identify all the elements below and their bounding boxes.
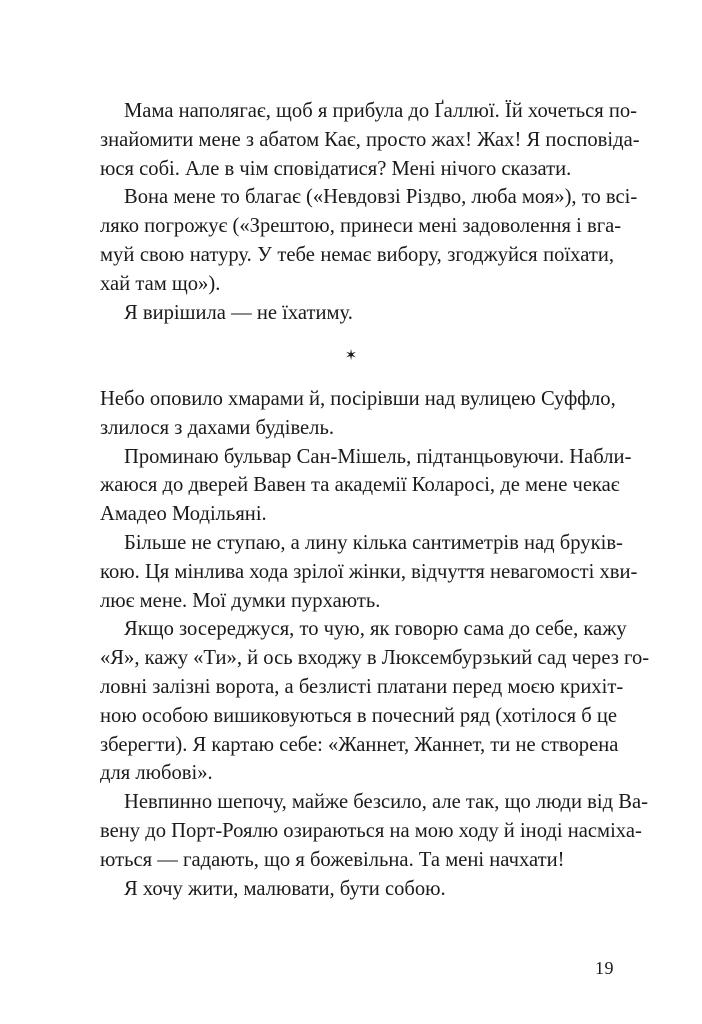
text-line: Я вирішила — не їхатиму. [124,301,353,324]
paragraph [100,529,638,615]
text-line: Я хочу жити, малювати, бути собою. [124,877,446,900]
page-number: 19 [595,958,614,978]
text-line: муй свою натуру. У тебе немає вибору, згоджуйся поїхати, [100,243,614,266]
text-line: ються — гадають, що я божевільна. Та мені начхати! [100,848,565,871]
text-line: ляко погрожує («Зрештою, принеси мені задоволення і вга- [100,215,622,238]
text-line: для любові». [100,762,213,785]
section-separator-icon: ✶ [344,346,358,364]
text-line: кою. Ця мінлива хода зрілої жінки, відчуття невагомості хви- [100,560,638,583]
text-line: Небо оповило хмарами й, посірівши над вулицею Суффло, [100,388,616,410]
paragraph [100,183,638,298]
text-line: зберегти). Я картаю себе: «Жаннет, Жаннет, ти не створена [100,733,619,756]
paragraph [100,875,614,904]
text-section-one [100,97,640,327]
text-line: «Я», кажу «Ти», й ось входжу в Люксембурзький сад через го- [100,647,650,670]
text-section-two [100,385,650,903]
paragraph [100,615,650,788]
text-line: Вона мене то благає («Невдовзі Різдво, люба моя»), то всі- [124,186,638,209]
text-line: Якщо зосереджуся, то чую, як говорю сама до себе, кажу [124,618,627,641]
paragraph [100,299,614,328]
text-line: вену до Порт-Роялю озираються на мою ходу й іноді насміха- [100,819,642,842]
text-line: Амадео Модільяні. [100,503,267,526]
paragraph [100,443,632,529]
paragraph [100,385,614,443]
text-line: ною особою вишиковуються в почесний ряд (хотілося б це [100,704,618,727]
text-line: знайомити мене з абатом Кає, просто жах! Жах! Я посповіда- [100,128,640,151]
text-line: жаюся до дверей Вавен та академії Коларосі, де мене чекає [100,474,620,497]
paragraph [100,97,640,183]
text-line: злилося з дахами будівель. [100,416,335,439]
text-line: Невпинно шепочу, майже безсило, але так, що люди від Ва- [124,791,648,814]
text-line: Проминаю бульвар Сан-Мішель, підтанцьовуючи. Набли- [124,445,632,468]
text-line: ловні залізні ворота, а безлисті платани перед моєю крихіт- [100,675,624,698]
text-line: Мама наполягає, щоб я прибула до Ґаллюї. Їй хочеться по- [124,100,638,122]
text-line: юся собі. Але в чім сповідатися? Мені нічого сказати. [100,157,572,180]
paragraph [100,788,648,874]
text-line: хай там що»). [100,272,221,295]
text-line: Більше не ступаю, а лину кілька сантиметрів над бруків- [124,531,623,554]
text-line: лює мене. Мої думки пурхають. [100,589,381,612]
